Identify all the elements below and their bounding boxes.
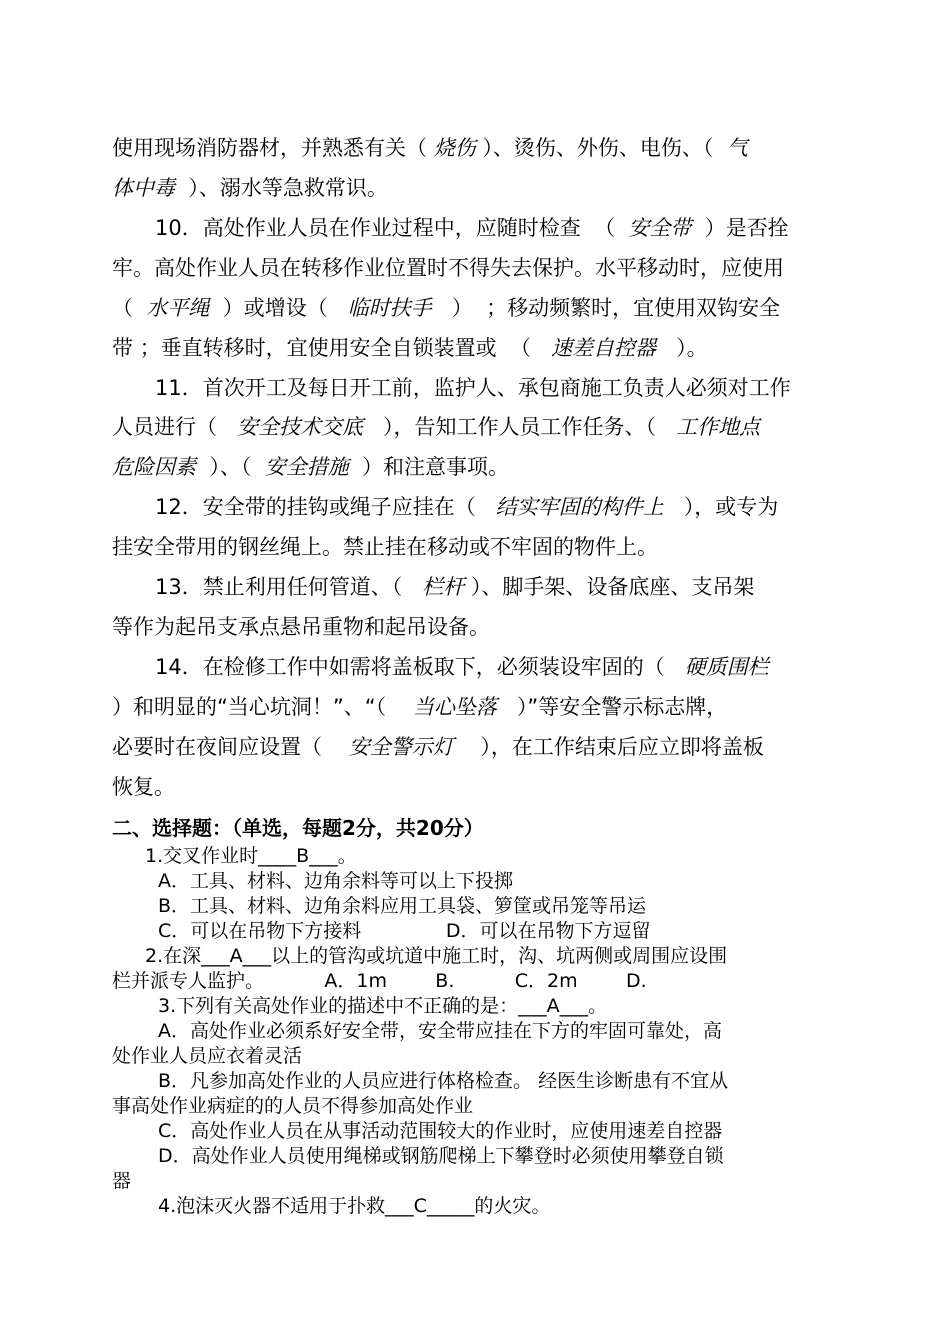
- text: ）和注意事项。: [348, 455, 510, 479]
- text: 13．禁止利用任何管道、（: [155, 575, 423, 599]
- text: 。: [337, 845, 357, 867]
- question-10: [155, 213, 845, 243]
- text-line: [112, 732, 842, 762]
- answer: 栏杆: [422, 575, 465, 599]
- answer: 危险因素: [112, 455, 196, 479]
- option-continued: 处作业人员应衣着灵活: [112, 1045, 303, 1067]
- text: ）。: [656, 336, 708, 360]
- text: 的火灾。: [474, 1195, 551, 1217]
- text-line: [112, 412, 842, 442]
- answer: 硬质围栏: [684, 655, 769, 679]
- text-line: 栏并派专人监护。 A．1m B. C．2m D.: [112, 970, 647, 992]
- text: 2.在深: [145, 945, 202, 967]
- text-line: [112, 333, 842, 363]
- text: 3.下列有关高处作业的描述中不正确的是：: [158, 995, 519, 1017]
- text-line: [112, 293, 842, 323]
- option: A．高处作业必须系好安全带，安全带应挂在下方的牢固可靠处，高: [158, 1020, 722, 1042]
- text: ）”等安全警示标志牌，: [496, 695, 728, 719]
- answer: 结实牢固的构件上: [495, 495, 664, 519]
- answer: 安全带: [628, 216, 692, 240]
- question-13: [155, 572, 845, 602]
- text: 使用现场消防器材，并熟悉有关（: [112, 136, 434, 160]
- question-11: 11．首次开工及每日开工前，监护人、承包商施工负责人必须对工作: [155, 376, 791, 400]
- choice-question-2: [145, 943, 845, 969]
- answer: 烧伤: [433, 136, 476, 160]
- text: ）、（: [196, 455, 265, 479]
- text: ） ；移动频繁时，宜使用双钩安全: [431, 296, 781, 320]
- text-line: 牢。高处作业人员在转移作业位置时不得失去保护。水平移动时，应使用: [112, 256, 784, 280]
- text: 以上的管沟或坑道中施工时，沟、坑两侧或周围应设围: [271, 945, 728, 967]
- text-line: 恢复。: [112, 775, 175, 799]
- text: ）、脚手架、设备底座、支吊架: [464, 575, 755, 599]
- text-line: [112, 452, 842, 482]
- text: 4.泡沫灭火器不适用于扑救: [158, 1195, 386, 1217]
- text-line: [112, 173, 842, 203]
- choice-question-4: [158, 1193, 848, 1219]
- text: 14．在检修工作中如需将盖板取下，必须装设牢固的（: [155, 655, 685, 679]
- text: ），或专为: [663, 495, 779, 519]
- text: ）、烫伤、外伤、电伤、（: [475, 136, 727, 160]
- option: C．高处作业人员在从事活动范围较大的作业时，应使用速差自控器: [158, 1120, 723, 1142]
- answer: 临时扶手: [347, 296, 432, 320]
- answer: 安全技术交底: [237, 415, 364, 439]
- answer-blank: ___A___: [201, 945, 272, 967]
- answer: 安全警示灯: [348, 735, 454, 759]
- text-line: [112, 133, 842, 163]
- text: ），在工作结束后应立即将盖板: [453, 735, 764, 759]
- option: D．高处作业人员使用绳梯或钢筋爬梯上下攀登时必须使用攀登自锁: [158, 1145, 724, 1167]
- text: ）或增设（: [209, 296, 348, 320]
- text-line: 等作为起吊支承点悬吊重物和起吊设备。: [112, 615, 490, 639]
- option: C．可以在吊物下方接料 D．可以在吊物下方逗留: [158, 920, 651, 942]
- text: 10．高处作业人员在作业过程中，应随时检查 （: [155, 216, 629, 240]
- answer-blank: ___C_____: [385, 1195, 475, 1217]
- text: ）、溺水等急救常识。: [175, 176, 388, 200]
- text: （: [112, 296, 147, 320]
- text: ）是否拴: [691, 216, 789, 240]
- option: B．凡参加高处作业的人员应进行体格检查。 经医生诊断患有不宜从: [158, 1070, 729, 1092]
- answer: 速差自控器: [551, 336, 657, 360]
- option: A．工具、材料、边角余料等可以上下投掷: [158, 870, 513, 892]
- choice-question-1: [145, 843, 845, 869]
- answer-blank: ____B___: [258, 845, 338, 867]
- answer: 气: [726, 136, 748, 160]
- text: ），告知工作人员工作任务、（: [363, 415, 677, 439]
- text: 必要时在夜间应设置（: [112, 735, 349, 759]
- option-continued: 事高处作业病症的的人员不得参加高处作业: [112, 1095, 474, 1117]
- text: 1.交叉作业时: [145, 845, 259, 867]
- answer: 体中毒: [112, 176, 175, 200]
- question-14: [155, 652, 845, 682]
- option-continued: 器: [112, 1170, 132, 1192]
- question-12: [155, 492, 845, 522]
- text: 人员进行（: [112, 415, 238, 439]
- answer: 工作地点: [676, 415, 761, 439]
- answer: 当心坠落: [412, 695, 497, 719]
- text: 12．安全带的挂钩或绳子应挂在（: [155, 495, 496, 519]
- choice-question-3: [158, 993, 848, 1019]
- section-heading: 二、选择题：（单选，每题2分，共20分）: [112, 816, 484, 840]
- text: 带 ；垂直转移时，宜使用安全自锁装置或 （: [112, 336, 552, 360]
- answer: 安全措施: [264, 455, 349, 479]
- text: 。: [588, 995, 608, 1017]
- answer-blank: ___A___: [518, 995, 589, 1017]
- text: ）和明显的“当心坑洞！”、“（: [112, 695, 413, 719]
- text-line: [112, 692, 842, 722]
- answer: 水平绳: [146, 296, 210, 320]
- text-line: 挂安全带用的钢丝绳上。禁止挂在移动或不牢固的物件上。: [112, 535, 658, 559]
- option: B．工具、材料、边角余料应用工具袋、箩筐或吊笼等吊运: [158, 895, 647, 917]
